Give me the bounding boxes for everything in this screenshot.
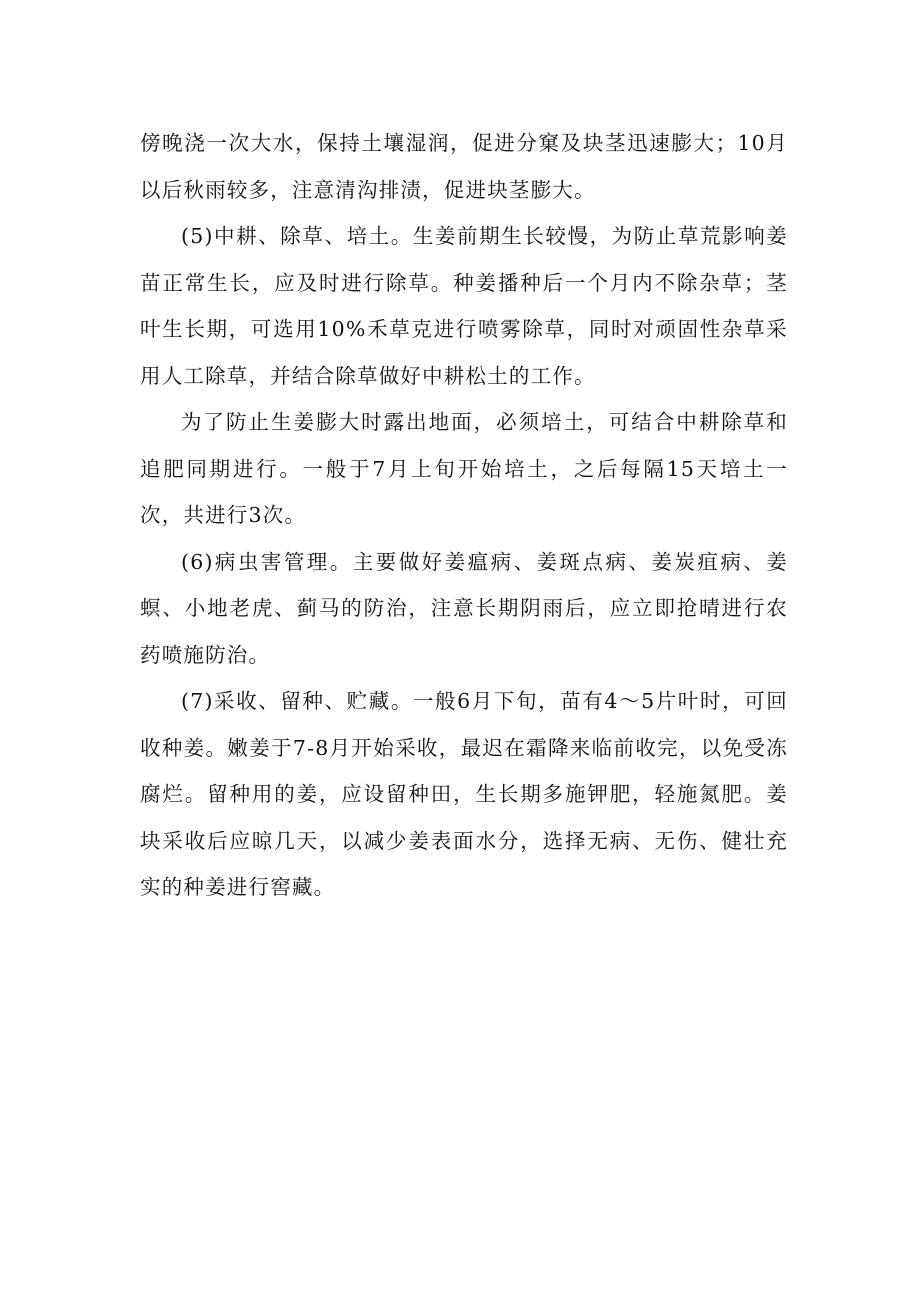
paragraph-harvest: (7)采收、留种、贮藏。一般6月下旬，苗有4～5片叶时，可回收种姜。嫩姜于7-8月开始采收，最迟在霜降来临前收完，以免受冻腐烂。留种用的姜，应设留种田，生长期多施钾肥，轻施氮肥。姜块采收后应晾几天，以减少姜表面水分，选择无病、无伤、健壮充实的种姜进行窖藏。 [140, 689, 788, 899]
document-page [140, 120, 788, 911]
paragraph-earthing-up: 为了防止生姜膨大时露出地面，必须培土，可结合中耕除草和追肥同期进行。一般于7月上旬开始培土，之后每隔15天培土一次，共进行3次。 [140, 410, 788, 527]
paragraph-watering-continued: 傍晚浇一次大水，保持土壤湿润，促进分窠及块茎迅速膨大；10月以后秋雨较多，注意清沟排渍，促进块茎膨大。 [140, 131, 788, 202]
paragraph-weeding: (5)中耕、除草、培土。生姜前期生长较慢，为防止草荒影响姜苗正常生长，应及时进行除草。种姜播种后一个月内不除杂草；茎叶生长期，可选用10%禾草克进行喷雾除草，同时对顽固性杂草采用人工除草，并结合除草做好中耕松土的工作。 [140, 224, 788, 388]
paragraph-pest-control: (6)病虫害管理。主要做好姜瘟病、姜斑点病、姜炭疽病、姜螟、小地老虎、蓟马的防治，注意长期阴雨后，应立即抢晴进行农药喷施防治。 [140, 549, 788, 667]
